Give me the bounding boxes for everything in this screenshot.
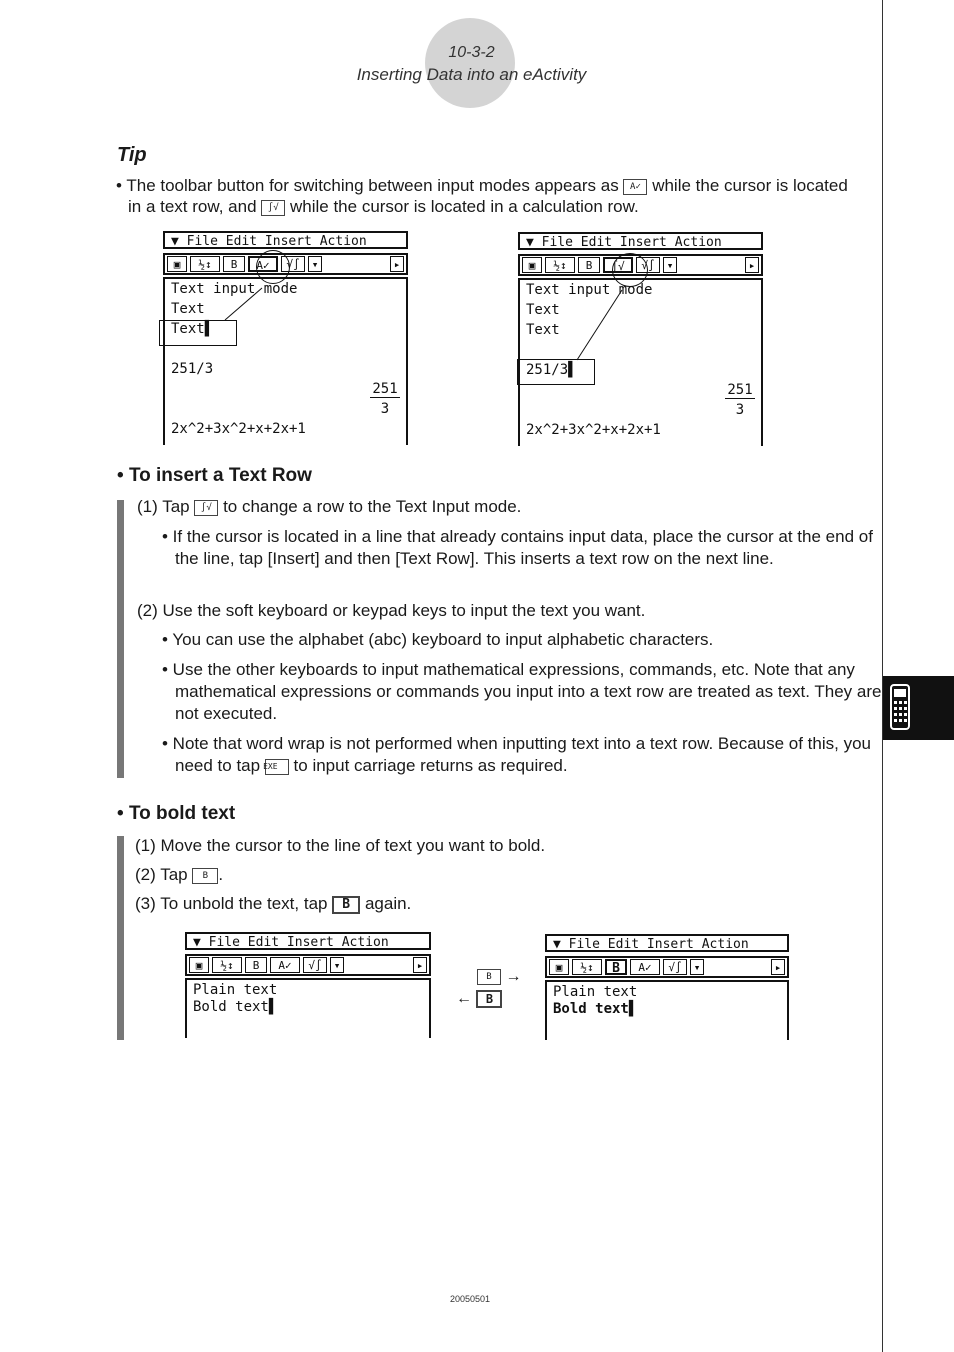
tip-heading: Tip: [117, 144, 147, 166]
calc-mode-icon[interactable]: ∫√: [603, 257, 633, 273]
bold-step-1: (1) Move the cursor to the line of text you want to bold.: [135, 836, 546, 855]
tip-line-1: • The toolbar button for switching between input modes appears as A✓ while the cursor is located: [116, 176, 848, 195]
dropdown-icon[interactable]: ▾: [690, 959, 704, 975]
fraction-icon[interactable]: ½↕: [572, 959, 602, 975]
bullet-1: • If the cursor is located in a line that already contains input data, place the cursor at the end of the line, tap [Insert] and then [Text Row]. This inserts a text row on the next line.: [162, 527, 873, 568]
callout-box: [517, 359, 595, 385]
save-icon[interactable]: ▣: [167, 256, 187, 272]
bold-button[interactable]: B: [578, 257, 600, 273]
save-icon[interactable]: ▣: [189, 957, 209, 973]
bold-icon: B: [192, 868, 218, 884]
dropdown-icon[interactable]: ▾: [663, 257, 677, 273]
footer-code: 20050501: [449, 1294, 491, 1304]
toolbar: [545, 956, 789, 978]
screen-body: Plain text Bold text▌: [545, 980, 789, 1040]
menu-bar: ▼ File Edit Insert Action: [518, 232, 763, 250]
graph-icon[interactable]: √∫: [303, 957, 327, 973]
text-mode-icon: A✓: [623, 179, 647, 195]
section-heading-text-row: • To insert a Text Row: [117, 465, 312, 486]
toolbar: [185, 954, 431, 976]
step-1: (1) Tap ∫√ to change a row to the Text Input mode.: [137, 497, 522, 516]
dropdown-icon[interactable]: ▾: [330, 957, 344, 973]
tip-line-2: in a text row, and ∫√ while the cursor is located in a calculation row.: [128, 197, 639, 216]
text-mode-icon[interactable]: A✓: [270, 957, 300, 973]
bold-button[interactable]: B: [605, 959, 627, 975]
screen-bold: [545, 934, 789, 1042]
scroll-right-icon[interactable]: ▸: [771, 959, 785, 975]
save-icon[interactable]: ▣: [549, 959, 569, 975]
bold-button[interactable]: B: [223, 256, 245, 272]
calc-mode-icon: ∫√: [261, 200, 285, 216]
page-title: Inserting Data into an eActivity: [356, 65, 587, 84]
bold-button[interactable]: B: [245, 957, 267, 973]
callout-circle: [612, 253, 648, 287]
calc-mode-icon: ∫√: [194, 500, 218, 516]
toggle-on: B →: [477, 968, 521, 986]
section-bar: [117, 836, 124, 1040]
screen-body: Text input mode Text Text 251/3▌ 251 3 2x^2+3x^2+x+2x+1: [518, 278, 763, 446]
text-mode-icon[interactable]: A✓: [248, 256, 278, 272]
graph-icon[interactable]: √∫: [281, 256, 305, 272]
bold-active-icon: B: [332, 896, 360, 914]
graph-icon[interactable]: √∫: [663, 959, 687, 975]
screen-body: Text input mode Text Text▌ 251/3 251 3 2x^2+3x^2+x+2x+1: [163, 277, 408, 445]
scroll-right-icon[interactable]: ▸: [413, 957, 427, 973]
scroll-right-icon[interactable]: ▸: [390, 256, 404, 272]
chapter-tab: [883, 676, 954, 740]
fraction-icon[interactable]: ½↕: [190, 256, 220, 272]
bullet-2: • You can use the alphabet (abc) keyboard to input alphabetic characters.: [162, 630, 714, 649]
menu-bar: ▼ File Edit Insert Action: [545, 934, 789, 952]
section-bar: [117, 500, 124, 778]
fraction-icon[interactable]: ½↕: [545, 257, 575, 273]
callout-leader-lines: [0, 0, 954, 500]
graph-icon[interactable]: √∫: [636, 257, 660, 273]
section-number: 10-3-2: [448, 44, 495, 61]
bullet-3: • Use the other keyboards to input mathematical expressions, commands, etc. Note that any mathematical expressions or commands you input into a text row are treated as text. They are not executed.: [162, 660, 882, 723]
screen-plain: [185, 932, 431, 1040]
bullet-4: • Note that word wrap is not performed when inputting text into a text row. Because of this, you need to tap EXE to input carriage returns as required.: [162, 734, 871, 775]
section-heading-bold: • To bold text: [117, 803, 236, 824]
screen-body: Plain text Bold text▌: [185, 978, 431, 1038]
menu-bar: ▼ File Edit Insert Action: [163, 231, 408, 249]
dropdown-icon[interactable]: ▾: [308, 256, 322, 272]
text-mode-icon[interactable]: A✓: [630, 959, 660, 975]
step-2: (2) Use the soft keyboard or keypad keys to input the text you want.: [137, 601, 646, 620]
calculator-icon: [883, 676, 954, 740]
bold-step-2: (2) Tap B .: [135, 865, 224, 884]
toggle-off: ← B: [456, 990, 502, 1008]
menu-bar: ▼ File Edit Insert Action: [185, 932, 431, 950]
save-icon[interactable]: ▣: [522, 257, 542, 273]
exe-key-icon: EXE: [265, 759, 289, 775]
scroll-right-icon[interactable]: ▸: [745, 257, 759, 273]
bold-step-3: (3) To unbold the text, tap B again.: [135, 894, 412, 913]
fraction-icon[interactable]: ½↕: [212, 957, 242, 973]
